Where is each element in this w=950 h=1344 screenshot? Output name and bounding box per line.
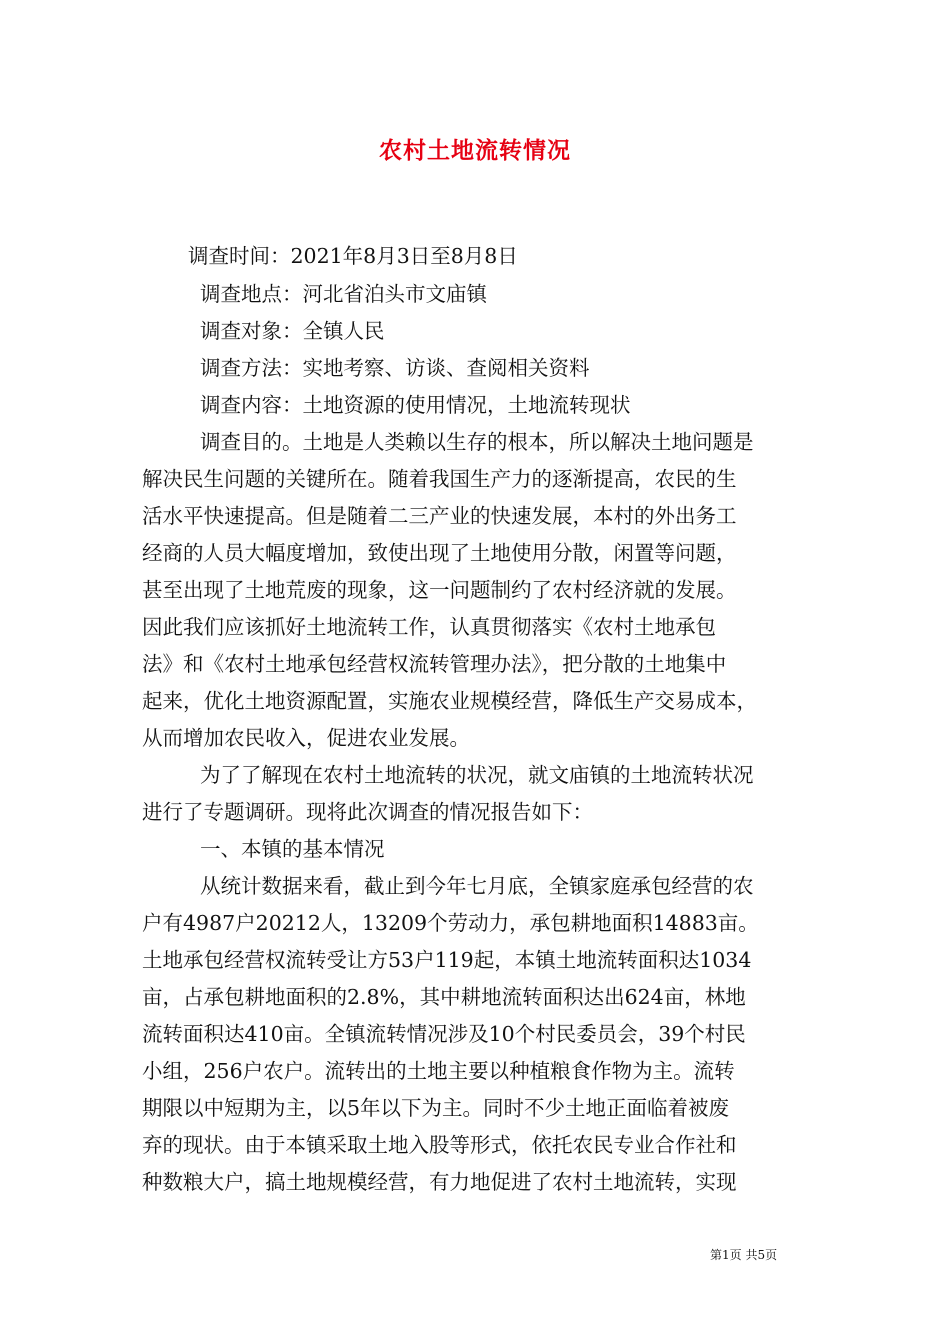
body-line: 流转面积达410亩。全镇流转情况涉及10个村民委员会，39个村民 xyxy=(142,1022,746,1046)
page-title: 农村土地流转情况 xyxy=(379,137,571,164)
meta-content: 调查内容：土地资源的使用情况，土地流转现状 xyxy=(200,393,631,417)
body-line: 进行了专题调研。现将此次调查的情况报告如下： xyxy=(142,800,593,824)
body-line: 亩，占承包耕地面积的2.8%，其中耕地流转面积达出624亩，林地 xyxy=(142,985,746,1009)
body-line: 解决民生问题的关键所在。随着我国生产力的逐渐提高，农民的生 xyxy=(142,467,737,491)
body-line: 因此我们应该抓好土地流转工作，认真贯彻落实《农村土地承包 xyxy=(142,615,716,639)
body-line: 活水平快速提高。但是随着二三产业的快速发展，本村的外出务工 xyxy=(142,504,737,528)
body-line: 法》和《农村土地承包经营权流转管理办法》，把分散的土地集中 xyxy=(142,652,727,676)
body-line: 经商的人员大幅度增加，致使出现了土地使用分散，闲置等问题， xyxy=(142,541,737,565)
meta-method: 调查方法：实地考察、访谈、查阅相关资料 xyxy=(200,356,590,380)
body-line: 为了了解现在农村土地流转的状况，就文庙镇的土地流转状况 xyxy=(200,763,754,787)
body-line: 种数粮大户，搞土地规模经营，有力地促进了农村土地流转，实现 xyxy=(142,1170,737,1194)
section-heading: 一、本镇的基本情况 xyxy=(200,837,385,861)
meta-time: 调查时间：2021年8月3日至8月8日 xyxy=(188,244,518,268)
body-line: 起来，优化土地资源配置，实施农业规模经营，降低生产交易成本， xyxy=(142,689,757,713)
body-line: 期限以中短期为主，以5年以下为主。同时不少土地正面临着被废 xyxy=(142,1096,730,1120)
body-line: 土地承包经营权流转受让方53户119起，本镇土地流转面积达1034 xyxy=(142,948,752,972)
body-line: 从而增加农民收入，促进农业发展。 xyxy=(142,726,470,750)
body-line: 从统计数据来看，截止到今年七月底，全镇家庭承包经营的农 xyxy=(200,874,754,898)
body-line: 小组，256户农户。流转出的土地主要以种植粮食作物为主。流转 xyxy=(142,1059,735,1083)
page-indicator: 第1页 共5页 xyxy=(710,1248,778,1262)
body-line: 甚至出现了土地荒废的现象，这一问题制约了农村经济就的发展。 xyxy=(142,578,737,602)
meta-object: 调查对象：全镇人民 xyxy=(200,319,385,343)
body-line: 调查目的。土地是人类赖以生存的根本，所以解决土地问题是 xyxy=(200,430,754,454)
body-line: 户有4987户20212人，13209个劳动力，承包耕地面积14883亩。 xyxy=(142,911,759,935)
meta-place: 调查地点：河北省泊头市文庙镇 xyxy=(200,282,487,306)
body-line: 弃的现状。由于本镇采取土地入股等形式，依托农民专业合作社和 xyxy=(142,1133,737,1157)
